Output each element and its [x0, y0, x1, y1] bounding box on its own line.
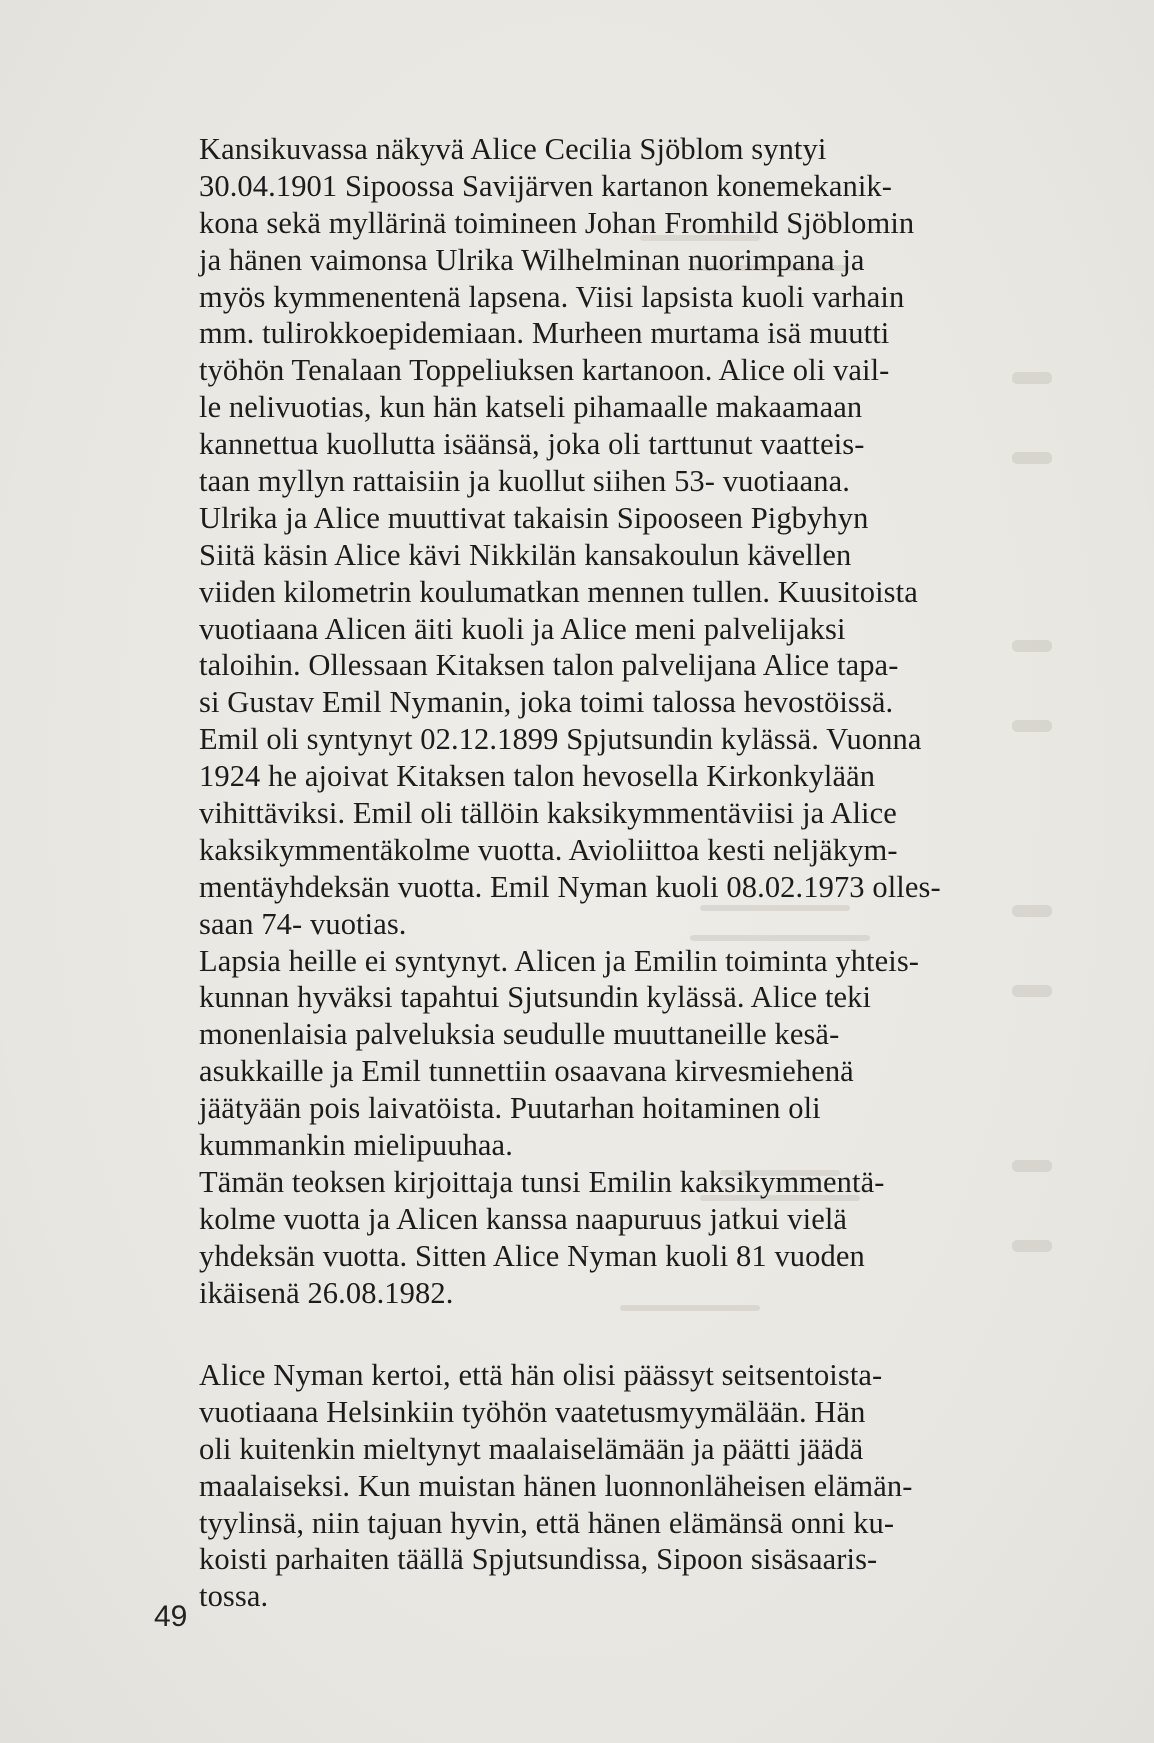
- text-line: kaksikymmentäkolme vuotta. Avioliittoa kesti neljäkym-: [199, 832, 898, 867]
- text-line: työhön Tenalaan Toppeliuksen kartanoon. Alice oli vail-: [199, 353, 890, 388]
- text-line: le nelivuotias, kun hän katseli pihamaalle makaamaan: [199, 390, 863, 425]
- text-line: mm. tulirokkoepidemiaan. Murheen murtama isä muutti: [199, 316, 890, 351]
- text-line: ja hänen vaimonsa Ulrika Wilhelminan nuorimpana ja: [199, 242, 865, 277]
- paragraph-2: [199, 1357, 999, 1615]
- paragraph-1: [199, 131, 999, 1312]
- text-line: myös kymmenentenä lapsena. Viisi lapsista kuoli varhain: [199, 279, 905, 314]
- text-line: vihittäviksi. Emil oli tällöin kaksikymmentäviisi ja Alice: [199, 796, 897, 831]
- text-line: viiden kilometrin koulumatkan mennen tullen. Kuusitoista: [199, 574, 918, 609]
- text-line: Lapsia heille ei syntynyt. Alicen ja Emilin toiminta yhteis-: [199, 943, 920, 978]
- text-line: si Gustav Emil Nymanin, joka toimi talossa hevostöissä.: [199, 685, 894, 720]
- text-line: Emil oli syntynyt 02.12.1899 Spjutsundin kylässä. Vuonna: [199, 722, 922, 757]
- page-number: 49: [154, 1600, 188, 1633]
- text-line: saan 74- vuotias.: [199, 906, 407, 941]
- text-line: asukkaille ja Emil tunnettiin osaavana kirvesmiehenä: [199, 1054, 854, 1089]
- text-line: kummankin mielipuuhaa.: [199, 1128, 513, 1163]
- text-line: kona sekä myllärinä toimineen Johan Fromhild Sjöblomin: [199, 205, 915, 240]
- text-line: yhdeksän vuotta. Sitten Alice Nyman kuoli 81 vuoden: [199, 1238, 865, 1273]
- text-line: vuotiaana Alicen äiti kuoli ja Alice meni palvelijaksi: [199, 611, 846, 646]
- text-line: taloihin. Ollessaan Kitaksen talon palvelijana Alice tapa-: [199, 648, 899, 683]
- text-line: 30.04.1901 Sipoossa Savijärven kartanon konemekanik-: [199, 168, 893, 203]
- text-line: Kansikuvassa näkyvä Alice Cecilia Sjöblom syntyi: [199, 132, 827, 166]
- text-line: oli kuitenkin mieltynyt maalaiselämään ja päätti jäädä: [199, 1431, 864, 1466]
- text-line: vuotiaana Helsinkiin työhön vaatetusmyymälään. Hän: [199, 1394, 866, 1429]
- text-line: kannettua kuollutta isäänsä, joka oli tarttunut vaatteis-: [199, 427, 865, 462]
- text-line: jäätyään pois laivatöista. Puutarhan hoitaminen oli: [199, 1091, 821, 1126]
- text-line: taan myllyn rattaisiin ja kuollut siihen 53- vuotiaana.: [199, 464, 850, 499]
- text-line: Siitä käsin Alice kävi Nikkilän kansakoulun kävellen: [199, 537, 852, 572]
- text-line: kolme vuotta ja Alicen kanssa naapuruus jatkui vielä: [199, 1201, 848, 1236]
- text-line: Alice Nyman kertoi, että hän olisi päässyt seitsentoista-: [199, 1358, 883, 1392]
- text-line: monenlaisia palveluksia seudulle muuttaneille kesä-: [199, 1017, 840, 1052]
- text-line: mentäyhdeksän vuotta. Emil Nyman kuoli 08.02.1973 olles-: [199, 869, 941, 904]
- text-line: Tämän teoksen kirjoittaja tunsi Emilin kaksikymmentä-: [199, 1164, 885, 1199]
- text-line: tossa.: [199, 1579, 269, 1614]
- text-line: koisti parhaiten täällä Spjutsundissa, Sipoon sisäsaaris-: [199, 1542, 878, 1577]
- text-line: ikäisenä 26.08.1982.: [199, 1275, 454, 1310]
- text-line: 1924 he ajoivat Kitaksen talon hevosella Kirkonkylään: [199, 759, 876, 794]
- text-line: maalaiseksi. Kun muistan hänen luonnonläheisen elämän-: [199, 1468, 913, 1503]
- text-line: tyylinsä, niin tajuan hyvin, että hänen elämänsä onni ku-: [199, 1505, 895, 1540]
- text-line: kunnan hyväksi tapahtui Sjutsundin kylässä. Alice teki: [199, 980, 872, 1015]
- text-line: Ulrika ja Alice muuttivat takaisin Sipooseen Pigbyhyn: [199, 500, 869, 535]
